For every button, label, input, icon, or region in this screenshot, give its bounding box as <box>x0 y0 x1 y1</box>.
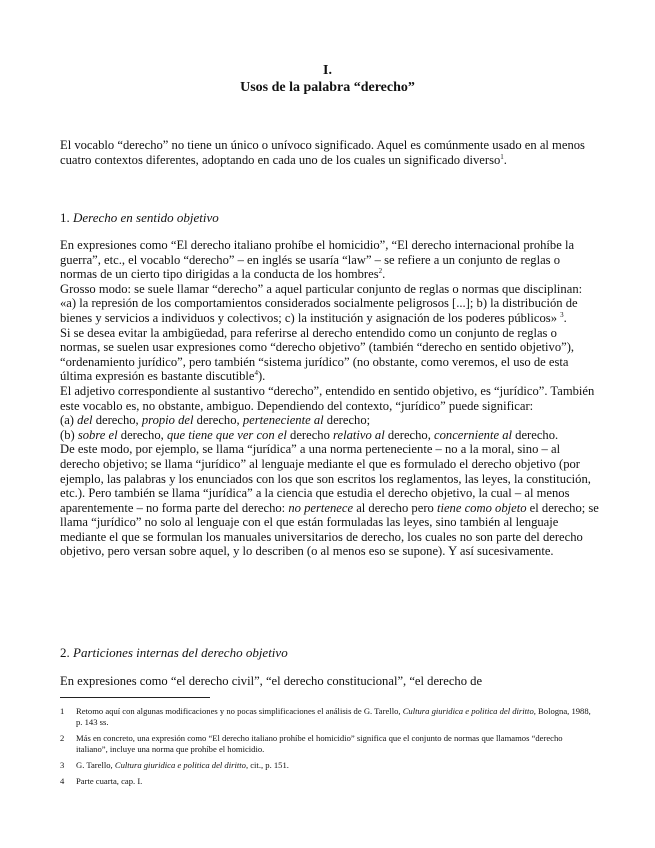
italic-text: relativo al <box>333 427 385 442</box>
paragraph <box>60 326 600 384</box>
text: derecho. <box>515 427 559 442</box>
footnote-italic: Cultura giuridica e politica del diritto <box>402 706 534 716</box>
italic-text: que tiene que ver con el <box>166 427 287 442</box>
footnote-text: , cit., p. 151. <box>245 760 289 770</box>
list-label: (b) <box>60 427 75 442</box>
italic-text: del <box>77 413 93 428</box>
paragraph-text: En expresiones como “El derecho italiano prohíbe el homicidio”, “El derecho internacional prohíbe la guerra”, etc., el vocablo “derecho” – en inglés se usaría “law” – se refiere a un conjunto de reglas o normas de un cierto tipo dirigidas a la conducta de los hombres <box>60 238 575 282</box>
section-1-title: Derecho en sentido objetivo <box>73 210 219 225</box>
footnote-4 <box>60 776 600 787</box>
paragraph-text: el derecho; se llama “jurídico” no solo al lenguaje con el que están formuladas las leyes, sino también al lenguaje mediante el que se formulan los manuales universitarios de derecho, los cuales no son parte del derecho objetivo, pero versan sobre aquel, y lo describen (o al menos eso se supone). Y así sucesivamente. <box>60 500 599 559</box>
footnote-number: 4 <box>60 776 65 786</box>
list-item-b <box>60 428 600 443</box>
paragraph-text: . <box>382 267 386 282</box>
paragraph-text: . <box>563 310 567 325</box>
footnote-number: 2 <box>60 733 65 743</box>
section-1-heading <box>60 210 219 226</box>
list-label: (a) <box>60 413 74 428</box>
footnote-text: , Bologna, 1988, p. 143 ss. <box>76 706 591 727</box>
italic-text: tiene como objeto <box>436 500 527 515</box>
paragraph <box>60 238 600 282</box>
footnote-separator <box>60 697 210 698</box>
section-2-title: Particiones internas del derecho objetivo <box>73 645 288 660</box>
text: derecho; <box>326 413 371 428</box>
text: derecho, <box>120 427 164 442</box>
intro-paragraph <box>60 138 600 167</box>
paragraph-text: Grosso modo: se suele llamar “derecho” a aquel particular conjunto de reglas o normas que disciplinan: «a) la represión de los comportamientos considerados socialmente peligrosos [...]; b) la distribución de bienes y servicios a individuos y colectivos; c) la institución y asignación de los poderes públicos» <box>60 281 583 325</box>
section-2-body <box>60 674 600 689</box>
paragraph-text: ). <box>257 369 266 384</box>
footnote-text: G. Tarello, <box>76 760 113 770</box>
paragraph-text: Si se desea evitar la ambigüedad, para referirse al derecho entendido como un conjunto de reglas o normas, se suelen usar expresiones como “derecho objetivo” (también “derecho en sentido objetivo”), “ordenamiento jurídico”, pero también “sistema jurídico” (no obstante, como veremos, el uso de esta última expresión es bastante discutible <box>60 325 575 384</box>
footnote-number: 1 <box>60 706 65 716</box>
section-2-number: 2. <box>60 645 70 660</box>
footnote-ref-4[interactable]: 4 <box>254 369 258 378</box>
footnote-ref-2[interactable]: 2 <box>378 267 383 275</box>
footnote-text: Retomo aquí con algunas modificaciones y no pocas simplificaciones el análisis de G. Tarello, <box>76 706 401 716</box>
paragraph: En expresiones como “el derecho civil”, “el derecho constitucional”, “el derecho de <box>60 674 483 688</box>
paragraph <box>60 442 600 559</box>
text: derecho, <box>387 427 431 442</box>
paragraph <box>60 282 600 326</box>
text: derecho <box>290 427 330 442</box>
text: derecho, <box>196 413 240 428</box>
italic-text: no pertenece <box>288 500 354 515</box>
italic-text: propio del <box>141 413 194 428</box>
footnote-ref-3[interactable]: 3 <box>560 310 564 319</box>
footnote-3 <box>60 760 600 771</box>
footnote-2 <box>60 733 600 755</box>
footnote-italic: Cultura giuridica e politica del diritto <box>114 760 246 770</box>
intro-end: . <box>503 152 507 167</box>
section-1-body <box>60 238 600 559</box>
chapter-number: I. <box>323 63 332 78</box>
text: derecho, <box>95 413 139 428</box>
paragraph: El adjetivo correspondiente al sustantivo “derecho”, entendido en sentido objetivo, es “jurídico”. También este vocablo es, no obstante, ambiguo. Dependiendo del contexto, “jurídico” puede significar: <box>60 383 595 413</box>
paragraph-text: De este modo, por ejemplo, se llama “jurídica” a una norma perteneciente – no a la moral, sino – al derecho objetivo; se llama “jurídico” al lenguaje mediante el que es formulado el derecho objetivo (por ejemplo, las palabras y los enunciados con los que son escritos los reglamentos, las leyes, la constitución, etc.). Pero también se llama “jurídica” a la ciencia que estudia el derecho objetivo, la cual – al menos aparentemente – no forma parte del derecho: <box>60 442 591 515</box>
footnote-1 <box>60 706 600 728</box>
italic-text: sobre el <box>77 427 118 442</box>
footnote-ref-1[interactable]: 1 <box>500 152 504 161</box>
italic-text: concerniente al <box>434 427 513 442</box>
footnote-text: Más en concreto, una expresión como “El derecho italiano prohíbe el homicidio” significa que el conjunto de normas que llamamos “derecho italiano”, incluye una norma que prohíbe el homicidio. <box>76 733 563 754</box>
intro-text: El vocablo “derecho” no tiene un único o unívoco significado. Aquel es comúnmente usado en al menos cuatro contextos diferentes, adoptando en cada uno de los cuales un significado diverso <box>60 138 585 167</box>
footnote-text: Parte cuarta, cap. I. <box>76 776 143 786</box>
section-2-heading <box>60 645 288 661</box>
list-item-a <box>60 413 600 428</box>
section-1-number: 1. <box>60 210 70 225</box>
chapter-title: Usos de la palabra “derecho” <box>240 80 415 95</box>
footnote-number: 3 <box>60 760 65 770</box>
italic-text: perteneciente al <box>242 413 324 428</box>
paragraph-text: al derecho pero <box>356 500 434 515</box>
